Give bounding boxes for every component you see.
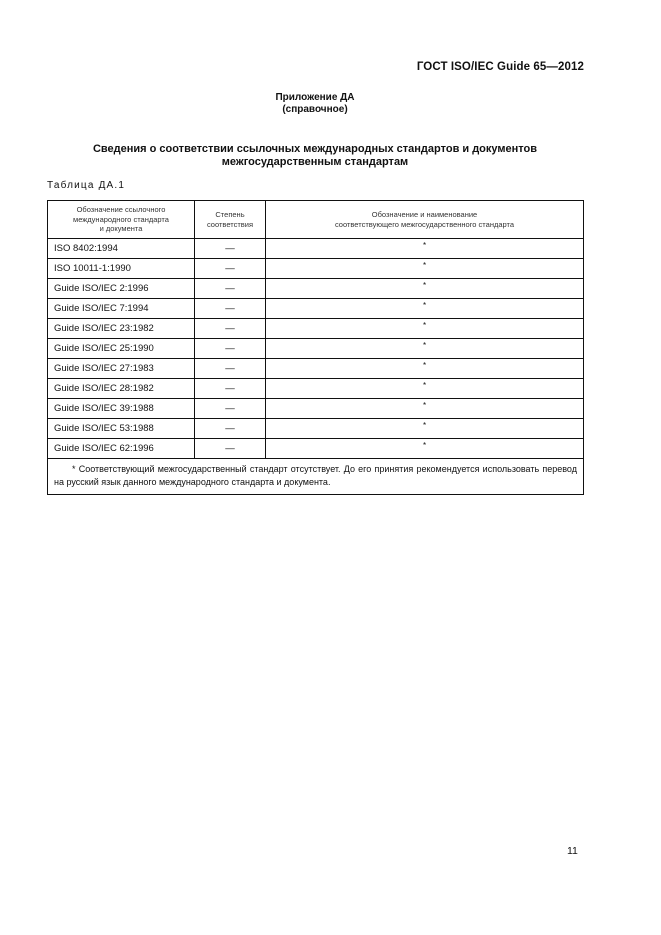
cell-name: * (266, 259, 584, 279)
table-row (48, 259, 584, 279)
cell-code: Guide ISO/IEC 28:1982 (48, 379, 195, 399)
header-code-line: Обозначение ссылочного (76, 205, 166, 215)
table-row (48, 279, 584, 299)
cell-degree: — (195, 399, 266, 419)
table-label: Таблица ДА.1 (47, 180, 126, 191)
cell-code: Guide ISO/IEC 39:1988 (48, 399, 195, 419)
header-degree (195, 201, 266, 239)
cell-name: * (266, 359, 584, 379)
document-title (40, 143, 590, 169)
cell-code: Guide ISO/IEC 53:1988 (48, 419, 195, 439)
cell-degree: — (195, 379, 266, 399)
table-row (48, 319, 584, 339)
appendix-heading (0, 92, 630, 116)
cell-code: Guide ISO/IEC 25:1990 (48, 339, 195, 359)
cell-code: Guide ISO/IEC 7:1994 (48, 299, 195, 319)
document-title-line-1: Сведения о соответствии ссылочных международных стандартов и документов (92, 143, 538, 155)
page-number: 11 (567, 845, 578, 857)
cell-degree: — (195, 259, 266, 279)
table-footnote (48, 459, 584, 495)
cell-name: * (266, 319, 584, 339)
header-name-line: Обозначение и наименование (371, 210, 478, 219)
table-header-row (48, 201, 584, 239)
cell-name: * (266, 279, 584, 299)
header-name-line: соответствующего межгосударственного стандарта (334, 219, 515, 229)
table-row (48, 419, 584, 439)
table-row (48, 359, 584, 379)
cell-degree: — (195, 359, 266, 379)
cell-name: * (266, 379, 584, 399)
header-code (48, 201, 195, 239)
table-footnote-row (48, 459, 584, 495)
cell-degree: — (195, 239, 266, 259)
cell-degree: — (195, 419, 266, 439)
table-row (48, 239, 584, 259)
header-degree-line: соответствия (206, 219, 254, 229)
cell-name: * (266, 419, 584, 439)
header-name (266, 201, 584, 239)
header-code-line: международного стандарта (73, 214, 169, 224)
cell-degree: — (195, 279, 266, 299)
cell-code: Guide ISO/IEC 2:1996 (48, 279, 195, 299)
header-code-line: и документа (99, 224, 143, 234)
cell-degree: — (195, 319, 266, 339)
cell-name: * (266, 399, 584, 419)
cell-degree: — (195, 339, 266, 359)
cell-code: Guide ISO/IEC 62:1996 (48, 439, 195, 459)
table-row (48, 299, 584, 319)
cell-degree: — (195, 439, 266, 459)
cell-code: Guide ISO/IEC 27:1983 (48, 359, 195, 379)
cell-code: ISO 8402:1994 (48, 239, 195, 259)
table-row (48, 439, 584, 459)
appendix-title: Приложение ДА (275, 92, 355, 103)
cell-name: * (266, 439, 584, 459)
correspondence-table (47, 200, 584, 495)
table-footnote-text: * Соответствующий межгосударственный стандарт отсутствует. До его принятия рекомендуется использовать перевод на русский язык данного международного стандарта и документа. (54, 464, 577, 487)
table-row (48, 379, 584, 399)
table-row (48, 339, 584, 359)
cell-name: * (266, 299, 584, 319)
cell-name: * (266, 339, 584, 359)
appendix-subtitle: (справочное) (282, 104, 348, 115)
table-row (48, 399, 584, 419)
cell-degree: — (195, 299, 266, 319)
document-title-line-2: межгосударственным стандартам (221, 156, 409, 168)
header-degree-line: Степень (215, 210, 245, 219)
cell-code: ISO 10011-1:1990 (48, 259, 195, 279)
page-header-standard-id: ГОСТ ISO/IEC Guide 65—2012 (416, 61, 584, 73)
cell-name: * (266, 239, 584, 259)
cell-code: Guide ISO/IEC 23:1982 (48, 319, 195, 339)
